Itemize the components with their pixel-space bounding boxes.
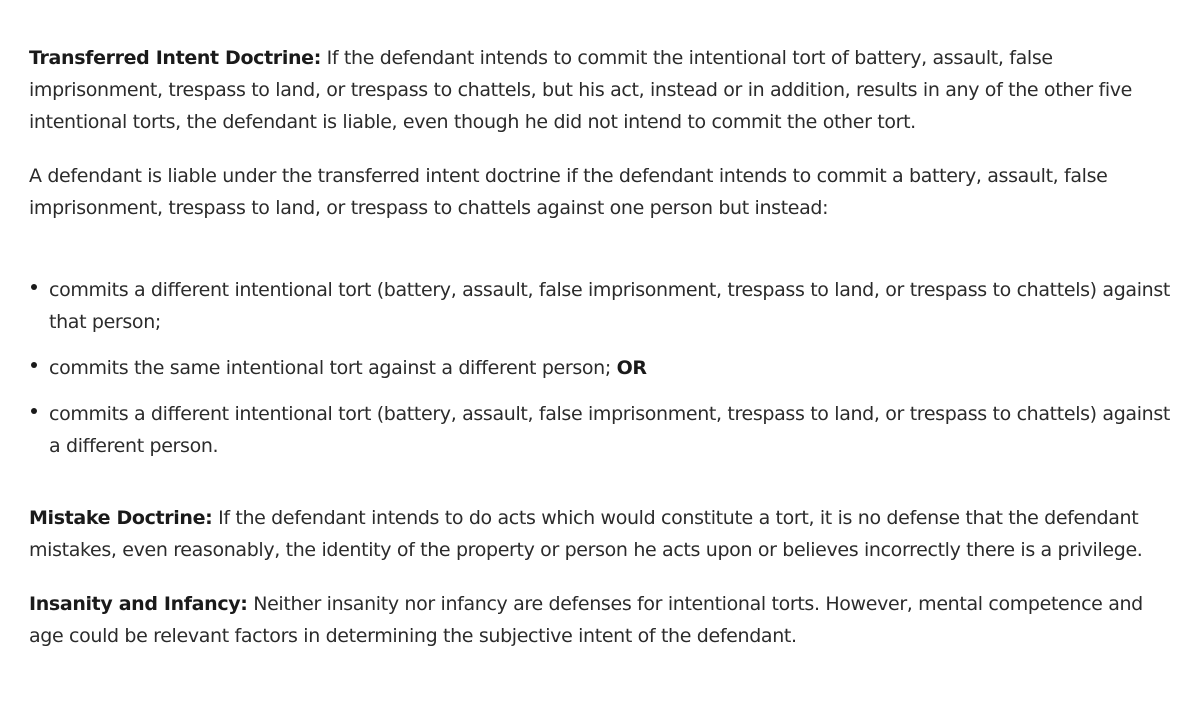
transferred-intent-term: Transferred Intent Doctrine: (29, 47, 321, 69)
list-item (29, 352, 1170, 384)
bullet-text: commits a different intentional tort (battery, assault, false imprisonment, trespass to land, or trespass to chattels) against a different person. (49, 403, 1170, 457)
insanity-infancy-paragraph (29, 588, 1170, 652)
list-item (29, 398, 1170, 462)
bullet-or-emphasis: OR (616, 357, 647, 379)
transferred-intent-text: If the defendant intends to commit the intentional tort of battery, assault, false imprisonment, trespass to land, or trespass to chattels, but his act, instead or in addition, results in any of the other five intentional torts, the defendant is liable, even though he did not intend to commit the other tort. (29, 47, 1132, 133)
transferred-intent-paragraph (29, 42, 1170, 138)
bullet-text: commits the same intentional tort against a different person; (49, 357, 617, 379)
insanity-infancy-term: Insanity and Infancy: (29, 593, 248, 615)
bullet-text: commits a different intentional tort (battery, assault, false imprisonment, trespass to land, or trespass to chattels) against that person; (49, 279, 1170, 333)
mistake-doctrine-paragraph (29, 502, 1170, 566)
bullet-list (29, 274, 1170, 462)
mistake-doctrine-text: If the defendant intends to do acts which would constitute a tort, it is no defense that the defendant mistakes, even reasonably, the identity of the property or person he acts upon or believes incorrectly there is a privilege. (29, 507, 1143, 561)
insanity-infancy-text: Neither insanity nor infancy are defenses for intentional torts. However, mental competence and age could be relevant factors in determining the subjective intent of the defendant. (29, 593, 1143, 647)
mistake-doctrine-term: Mistake Doctrine: (29, 507, 213, 529)
liability-intro-paragraph: A defendant is liable under the transferred intent doctrine if the defendant intends to commit a battery, assault, false imprisonment, trespass to land, or trespass to chattels against one person but instead: (29, 165, 1108, 219)
list-item (29, 274, 1170, 338)
